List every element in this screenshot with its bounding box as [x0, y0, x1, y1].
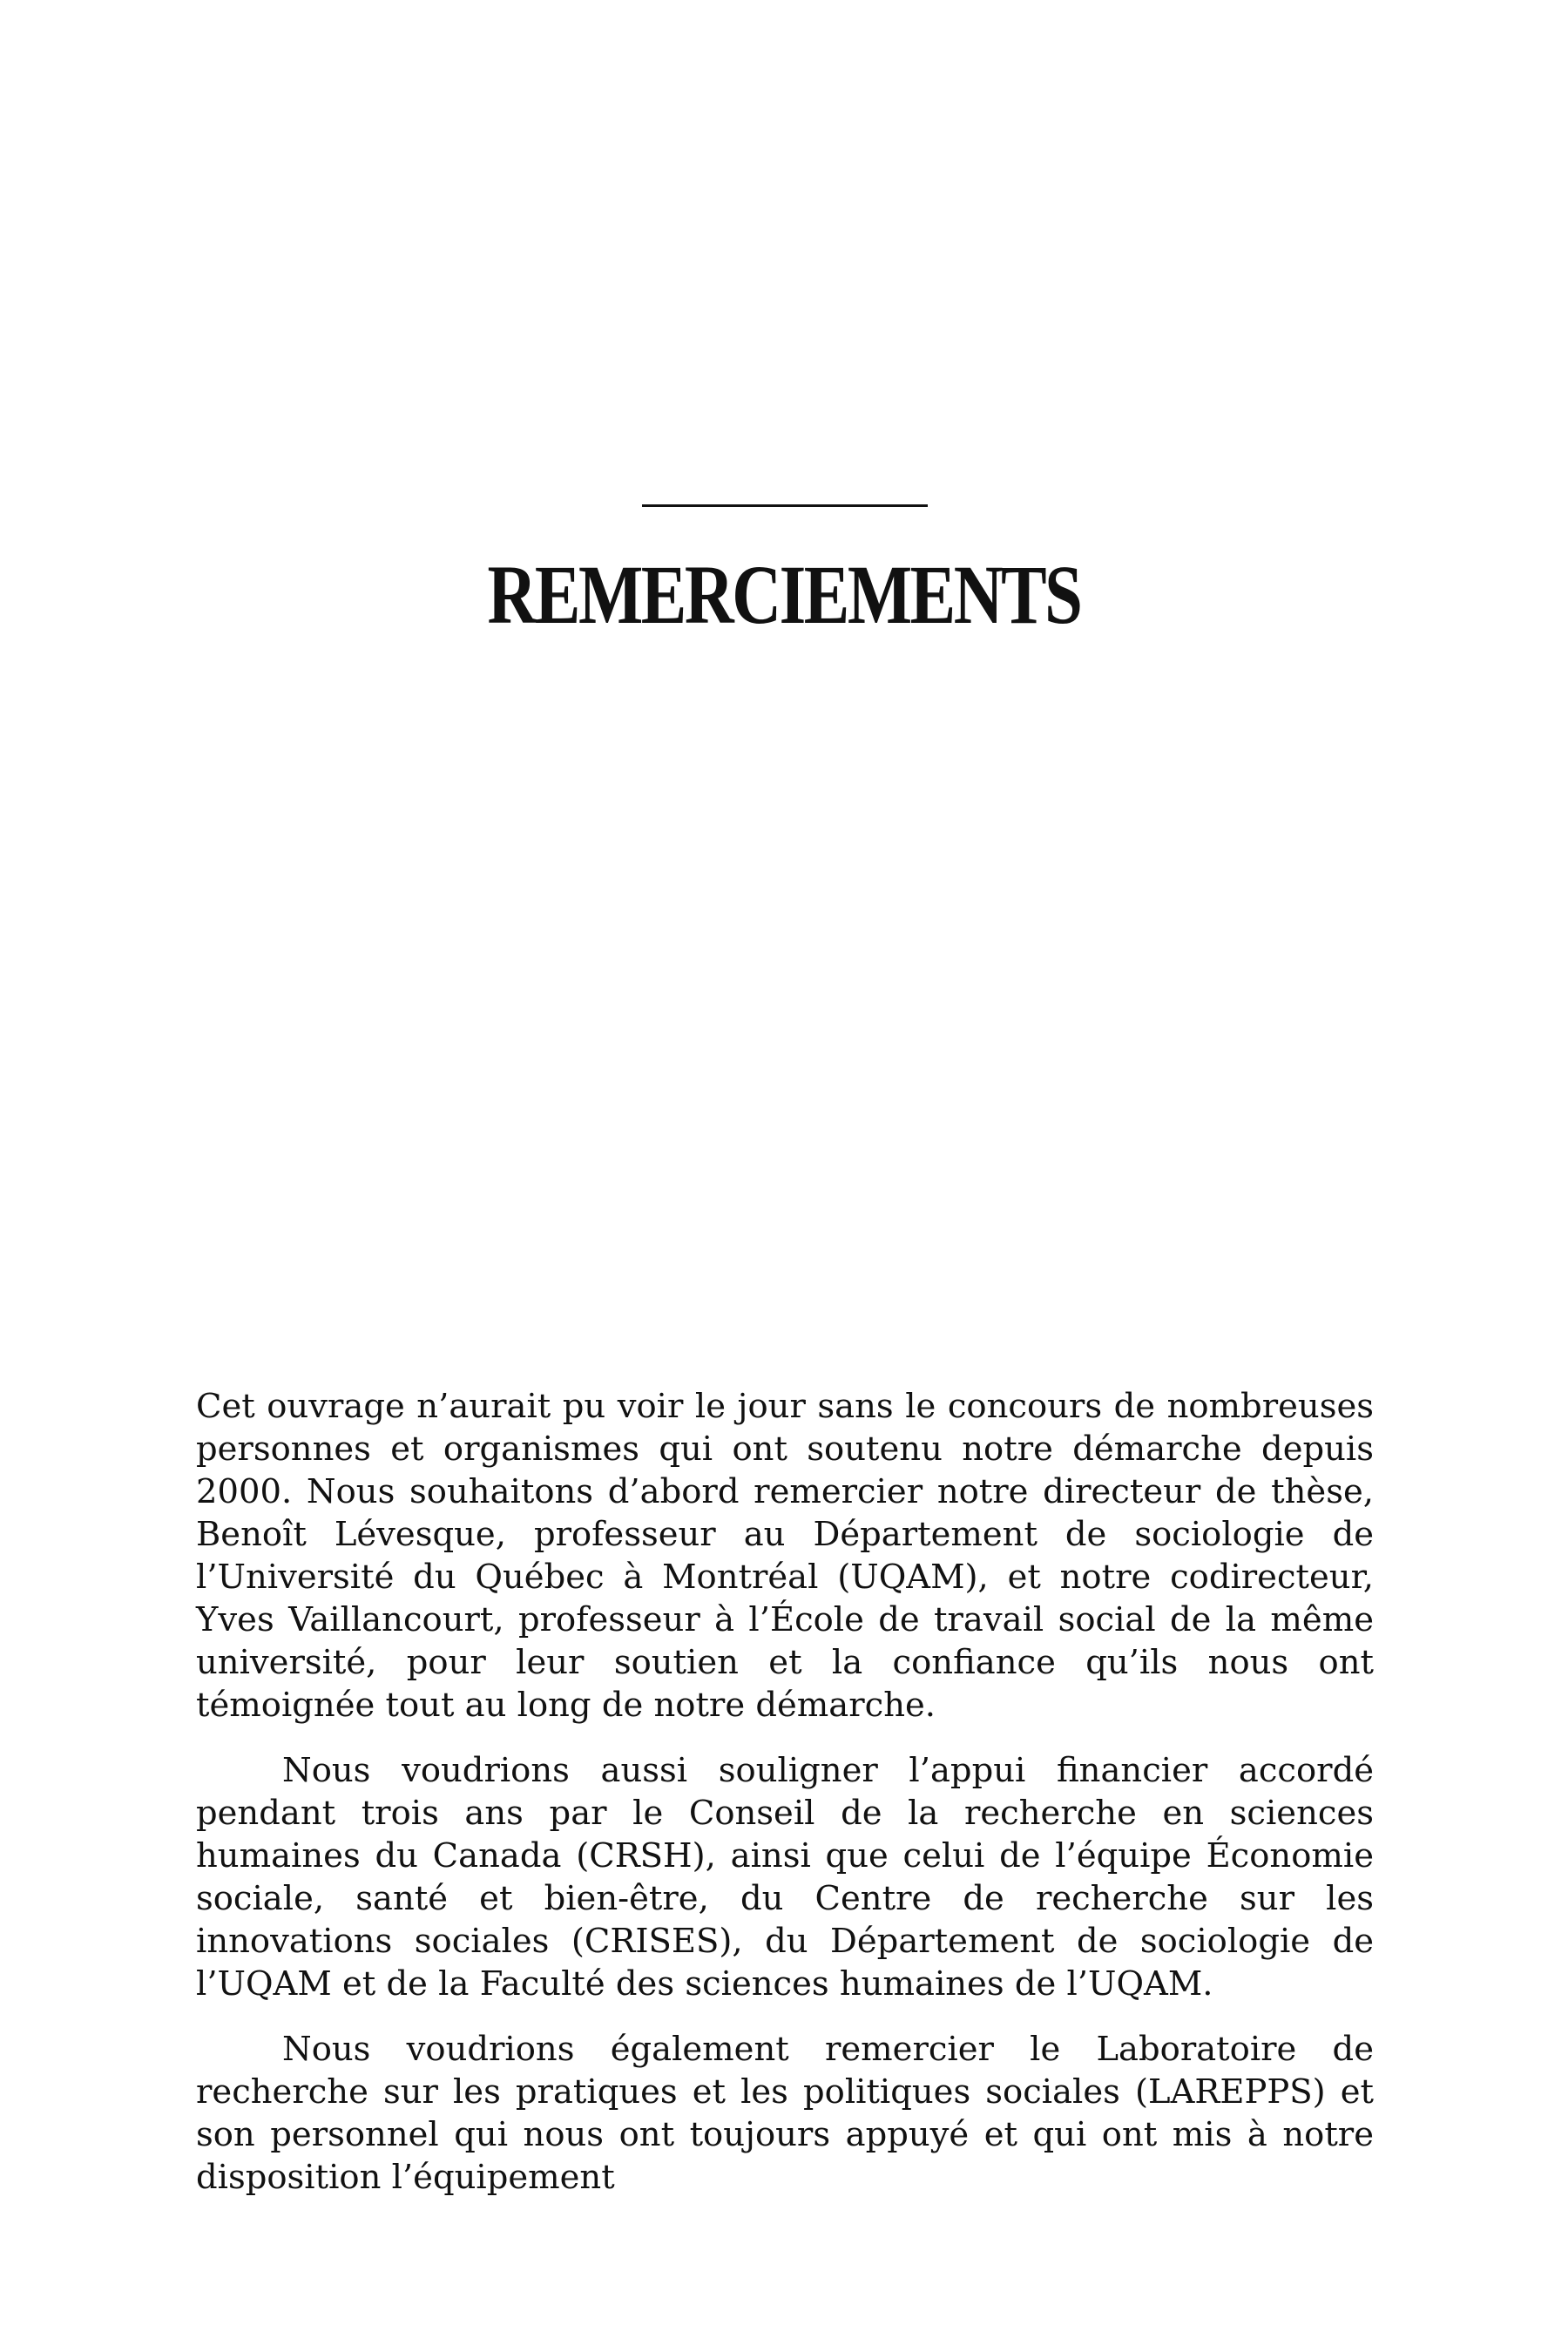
body-text [196, 1385, 1374, 2199]
paragraph-1: Cet ouvrage n’aurait pu voir le jour sans le concours de nombreuses personnes et organismes qui ont soutenu notre démarche depuis 2000. Nous souhaitons d’abord remercier notre directeur de thèse, Benoît Lévesque, professeur au Département de sociologie de l’Université du Québec à Montréal (UQAM), et notre codirecteur, Yves Vaillancourt, professeur à l’École de travail social de la même université, pour leur soutien et la confiance qu’ils nous ont témoignée tout au long de notre démarche. [196, 1387, 1374, 1725]
paragraph-2: Nous voudrions aussi souligner l’appui financier accordé pendant trois ans par le Conseil de la recherche en sciences humaines du Canada (CRSH), ainsi que celui de l’équipe Économie sociale, santé et bien-être, du Centre de recherche sur les innovations sociales (CRISES), du Département de sociologie de l’UQAM et de la Faculté des sciences humaines de l’UQAM. [196, 1751, 1374, 2004]
paragraph-3: Nous voudrions également remercier le Laboratoire de recherche sur les pratiques et les politiques sociales (LAREPPS) et son personnel qui nous ont toujours appuyé et qui ont mis à notre disposition l’équipement [196, 2030, 1374, 2197]
title-rule [642, 504, 928, 507]
page-title: REMERCIEMENTS [487, 548, 1081, 641]
